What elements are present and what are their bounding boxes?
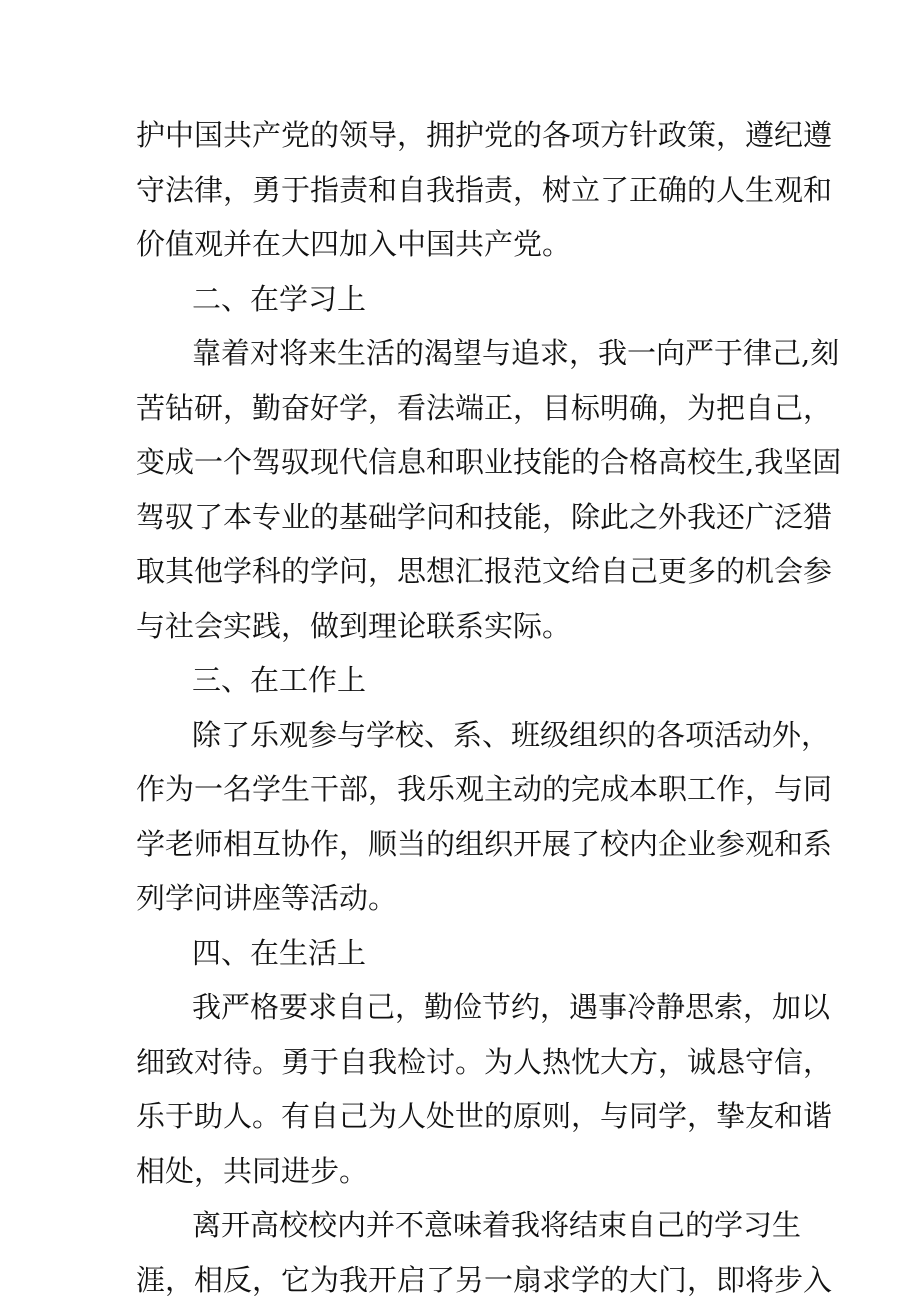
text-line: 变成一个驾驭现代信息和职业技能的合格高校生,我坚固	[136, 435, 796, 490]
text-line: 驾驭了本专业的基础学问和技能，除此之外我还广泛猎	[136, 490, 796, 545]
text-line: 守法律，勇于指责和自我指责，树立了正确的人生观和	[136, 163, 796, 218]
text-line: 学老师相互协作，顺当的组织开展了校内企业参观和系	[136, 817, 796, 872]
section-heading-study: 二、在学习上	[136, 272, 796, 327]
text-line: 护中国共产党的领导，拥护党的各项方针政策，遵纪遵	[136, 108, 796, 163]
text-line: 苦钻研，勤奋好学，看法端正，目标明确，为把自己，	[136, 381, 796, 436]
text-line: 与社会实践，做到理论联系实际。	[136, 599, 796, 654]
text-line: 细致对待。勇于自我检讨。为人热忱大方，诚恳守信，	[136, 1035, 796, 1090]
text-line: 除了乐观参与学校、系、班级组织的各项活动外，	[136, 708, 796, 763]
text-line: 作为一名学生干部，我乐观主动的完成本职工作，与同	[136, 762, 796, 817]
text-line: 相处，共同进步。	[136, 1144, 796, 1199]
text-line: 取其他学科的学问，思想汇报范文给自己更多的机会参	[136, 544, 796, 599]
document-body	[136, 108, 796, 1307]
text-line: 我严格要求自己，勤俭节约，遇事冷静思索，加以	[136, 980, 796, 1035]
section-heading-work: 三、在工作上	[136, 653, 796, 708]
text-line: 离开高校校内并不意味着我将结束自己的学习生	[136, 1198, 796, 1253]
section-heading-life: 四、在生活上	[136, 926, 796, 981]
text-line: 乐于助人。有自己为人处世的原则，与同学，挚友和谐	[136, 1089, 796, 1144]
text-line: 涯，相反，它为我开启了另一扇求学的大门，即将步入	[136, 1253, 796, 1307]
text-line: 列学问讲座等活动。	[136, 871, 796, 926]
text-line: 靠着对将来生活的渴望与追求，我一向严于律己,刻	[136, 326, 796, 381]
text-line: 价值观并在大四加入中国共产党。	[136, 217, 796, 272]
